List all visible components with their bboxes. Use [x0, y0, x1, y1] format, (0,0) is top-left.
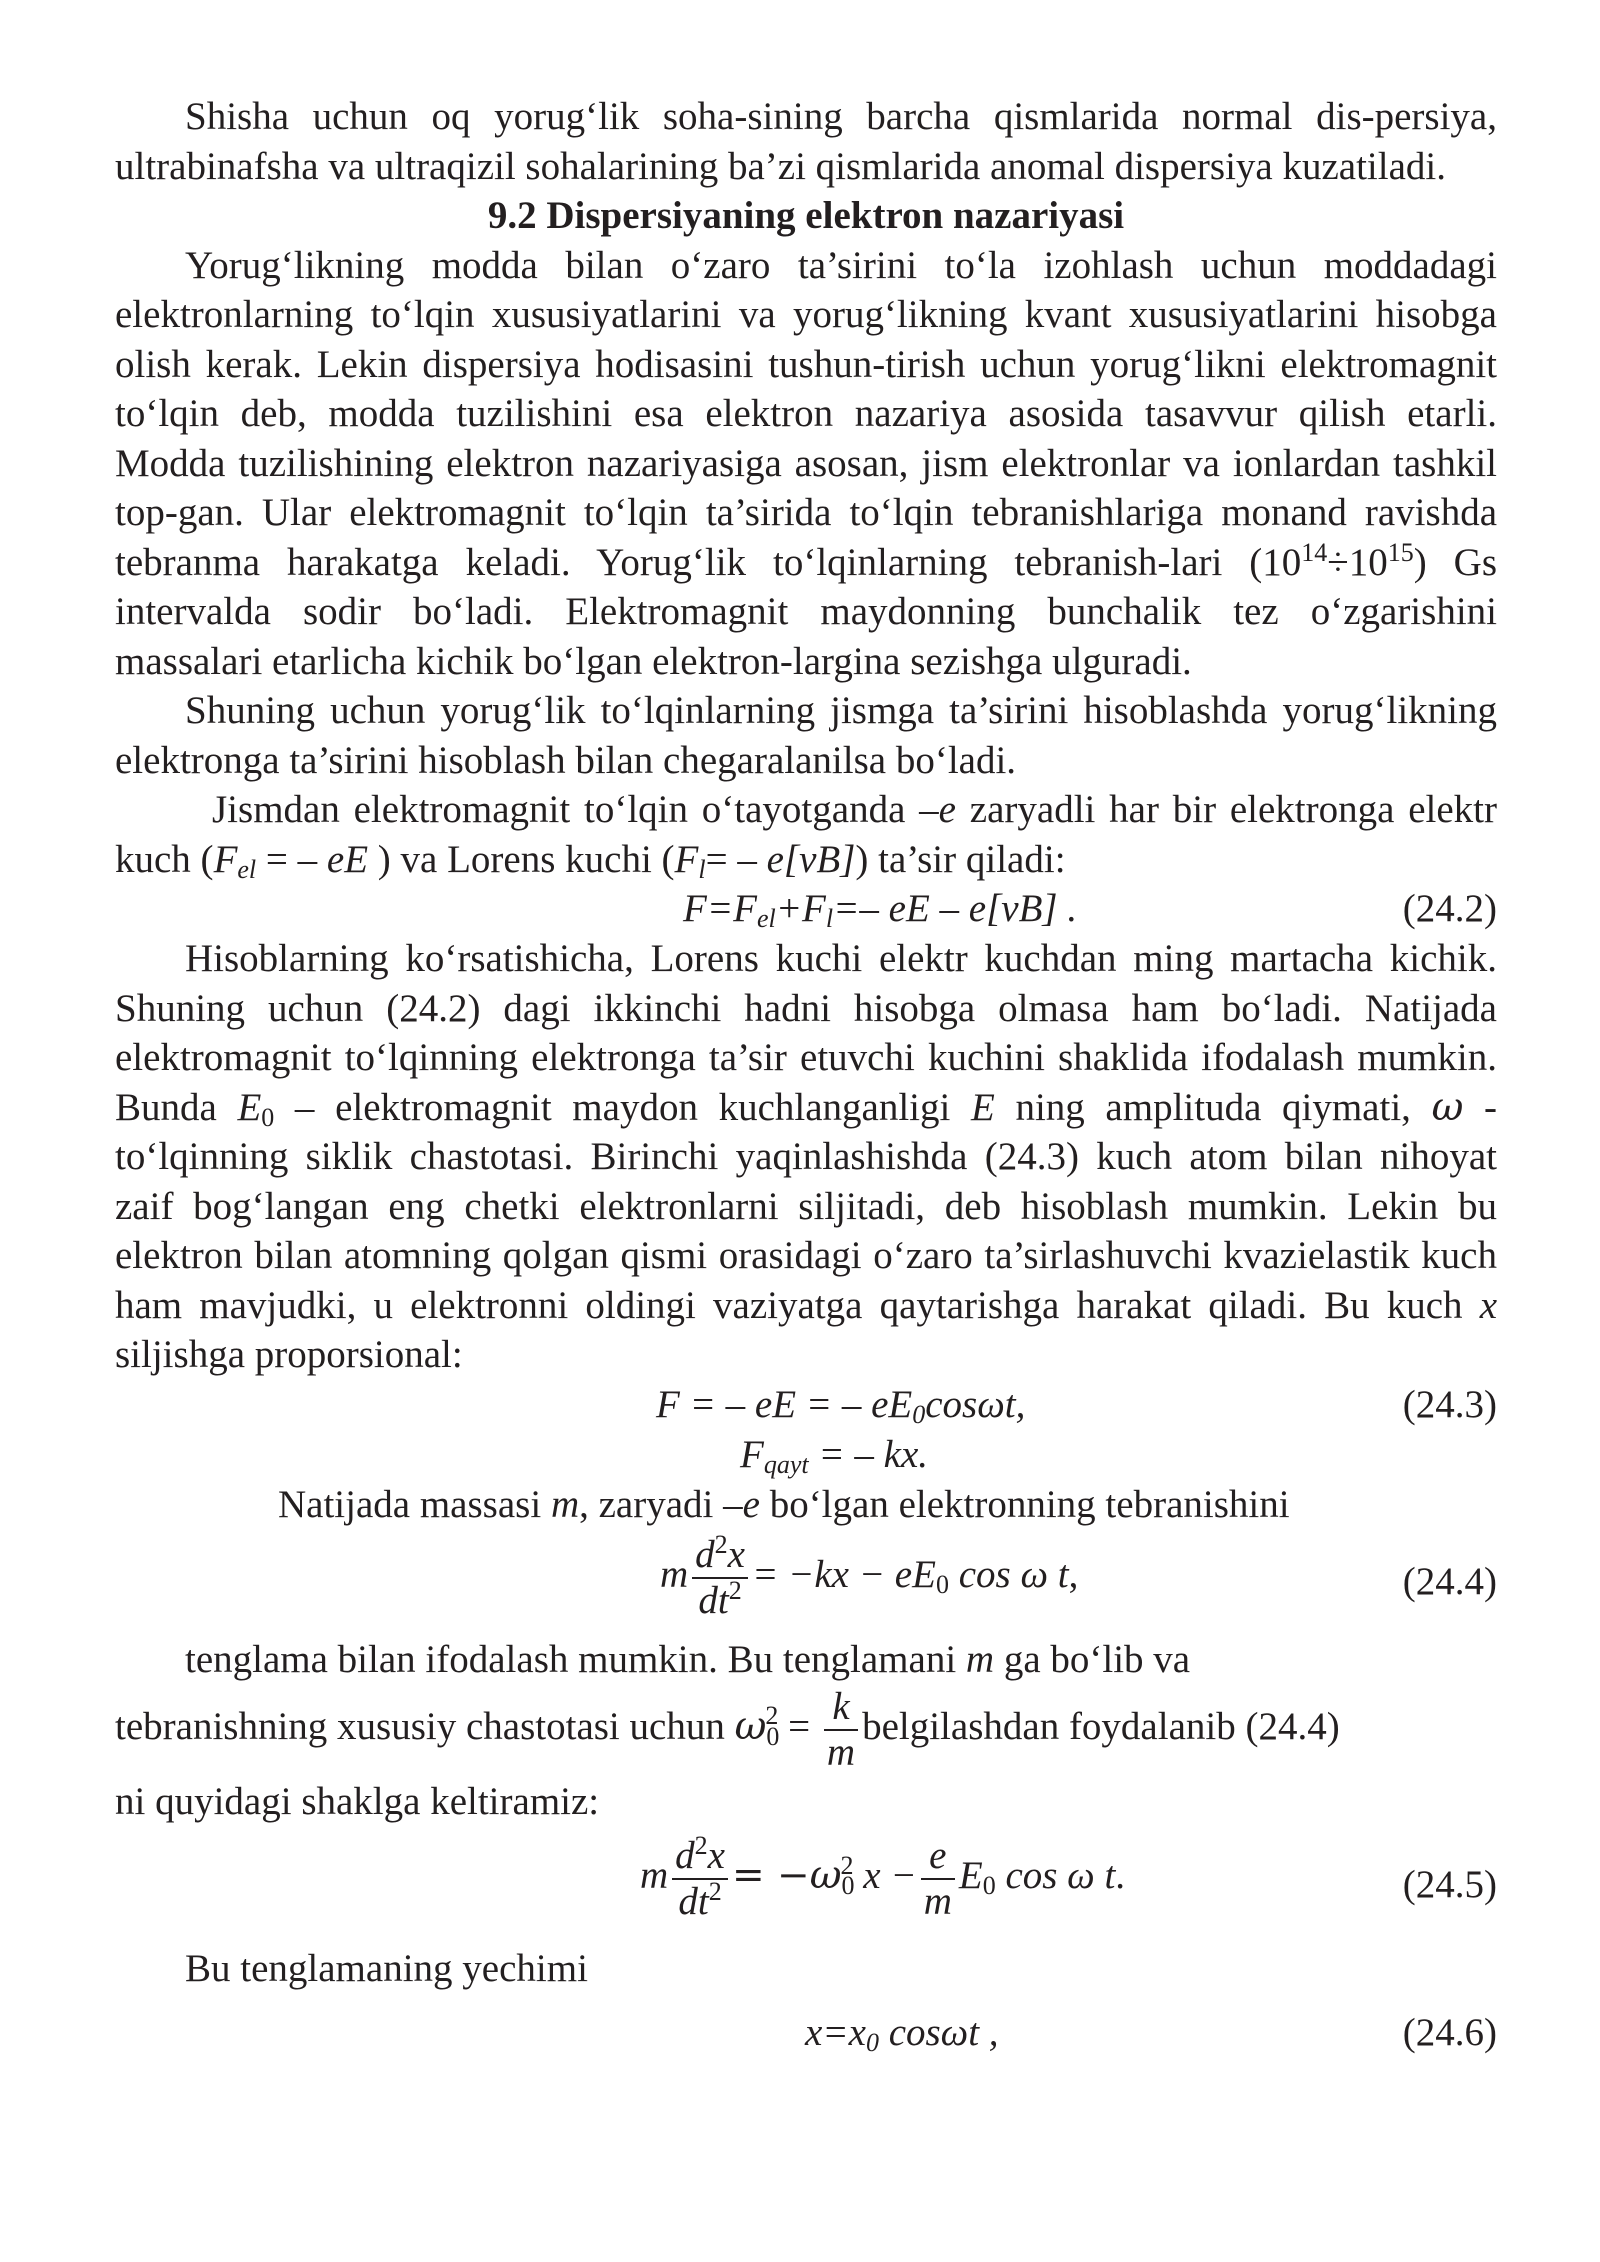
equation-24-4	[115, 1529, 1497, 1635]
paragraph-glass-dispersion: Shisha uchun oq yorug‘lik soha-sining barcha qismlarida normal dis-persiya, ultrabinafsha va ultraqizil sohalarining ba’zi qismlarida anomal dispersiya kuzatiladi.	[115, 95, 1497, 188]
equation-24-3	[115, 1380, 1497, 1430]
fraction-d2x-dt2: $\frac{d^2x}{dt^2}$	[692, 1533, 748, 1623]
equation-number: (24.6)	[1402, 2010, 1497, 2054]
equation-24-5	[115, 1826, 1497, 1944]
paragraph-natural-frequency: tebranishning xususiy chastotasi uchun $\omega_0^2$ = $\frac{k}{m}$ belgilashdan foydalanib (24.4)	[115, 1684, 1340, 1774]
paragraph-divide-by-m: tenglama bilan ifodalash mumkin. Bu tenglamani m ga bo‘lib va	[185, 1638, 1191, 1681]
equation-24-3-expression: F = – eE = – $eE_0\cos\omega t$,	[656, 1382, 1026, 1429]
fraction-e-m: $\frac{e}{m}$	[921, 1834, 955, 1924]
equation-24-2	[115, 884, 1497, 934]
equation-number: (24.4)	[1402, 1560, 1497, 1603]
fraction-k-m: $\frac{k}{m}$	[824, 1685, 858, 1775]
equation-24-5-expression: m $\frac{d^2x}{dt^2}$ = $-\omega_0^2$ x − $\frac{e}{m}$ $E_0$ cos ω t.	[640, 1831, 1126, 1923]
equation-number: (24.2)	[1402, 887, 1497, 930]
paragraph-electron-theory: Yorug‘likning modda bilan o‘zaro ta’sirini to‘la izohlash uchun moddadagi elektronlarning to‘lqin xususiyatlarini va yorug‘likning kvant xususiyatlarini hisobga olish kerak. Lekin dispersiya hodisasini tushun-tirish uchun yorug‘likni elektromagnit to‘lqin deb, modda tuzilishini esa elektron nazariya asosida tasavvur qilish etarli. Modda tuzilishining elektron nazariyasiga asosan, jism elektronlar va ionlardan tashkil top-gan. Ular elektromagnit to‘lqin ta’sirida to‘lqin tebranishlariga monand ravishda tebranma harakatga keladi. Yorug‘lik to‘lqinlarning tebranish-lari $(10^{14}\div 10^{15})$ Gs intervalda sodir bo‘ladi. Elektromagnit maydonning bunchalik tez o‘zgarishini massalari etarlicha kichik bo‘lgan elektron-largina sezishga ulguradi.	[115, 243, 1497, 683]
restoring-force-expression: $F_{qayt}$ = – kx.	[740, 1432, 929, 1479]
paragraph-light-electron: Shuning uchun yorug‘lik to‘lqinlarning jismga ta’sirini hisoblashda yorug‘likning elektronga ta’sirini hisoblash bilan chegaralanilsa bo‘ladi.	[115, 689, 1497, 782]
paragraph-solution: Bu tenglamaning yechimi	[185, 1947, 588, 1990]
equation-24-6	[115, 2008, 1497, 2058]
equation-24-2-expression: $F=F_{el}+F_l=-$ eE – e[vB] .	[683, 887, 1078, 933]
equation-24-6-expression: $x=x_0$ cosωt ,	[805, 2010, 999, 2057]
paragraph-lorentz: Hisoblarning ko‘rsatishicha, Lorens kuchi elektr kuchdan ming martacha kichik. Shuning uchun (24.2) dagi ikkinchi hadni hisobga olmasa ham bo‘ladi. Natijada elektromagnit to‘lqinning elektronga ta’sir etuvchi kuchini shaklida ifodalash mumkin. Bunda $E_0$ – elektromagnit maydon kuchlanganligi E ning amplituda qiymati, ω - to‘lqinning siklik chastotasi. Birinchi yaqinlashishda (24.3) kuch atom bilan nihoyat zaif bog‘langan eng chetki elektronlarni siljitadi, deb hisoblash mumkin. Lekin bu elektron bilan atomning qolgan qismi orasidagi o‘zaro ta’sirlashuvchi kvazielastik kuch ham mavjudki, u elektronni oldingi vaziyatga qaytarishga harakat qiladi. Bu kuch x siljishga proporsional:	[115, 937, 1497, 1376]
paragraph-forces: Jismdan elektromagnit to‘lqin o‘tayotganda –e zaryadli har bir elektronga elektr kuch ($F_{el}$ = – eE ) va Lorens kuchi $(F_l= - e[vB])$ ta’sir qiladi:	[115, 788, 1498, 884]
section-heading: 9.2 Dispersiyaning elektron nazariyasi	[487, 194, 1125, 237]
equation-restoring-force	[115, 1430, 1497, 1480]
page	[115, 92, 1497, 2058]
paragraph-reduce: ni quyidagi shaklga keltiramiz:	[115, 1779, 600, 1823]
paragraph-oscillation: Natijada massasi m, zaryadi –e bo‘lgan elektronning tebranishini	[278, 1482, 1290, 1526]
equation-number: (24.5)	[1402, 1863, 1497, 1906]
fraction-d2x-dt2: $\frac{d^2x}{dt^2}$	[672, 1834, 728, 1924]
equation-number: (24.3)	[1402, 1382, 1497, 1426]
equation-24-4-expression: m $\frac{d^2x}{dt^2}$ = $-kx - eE_0$ cos ω t,	[660, 1530, 1079, 1622]
